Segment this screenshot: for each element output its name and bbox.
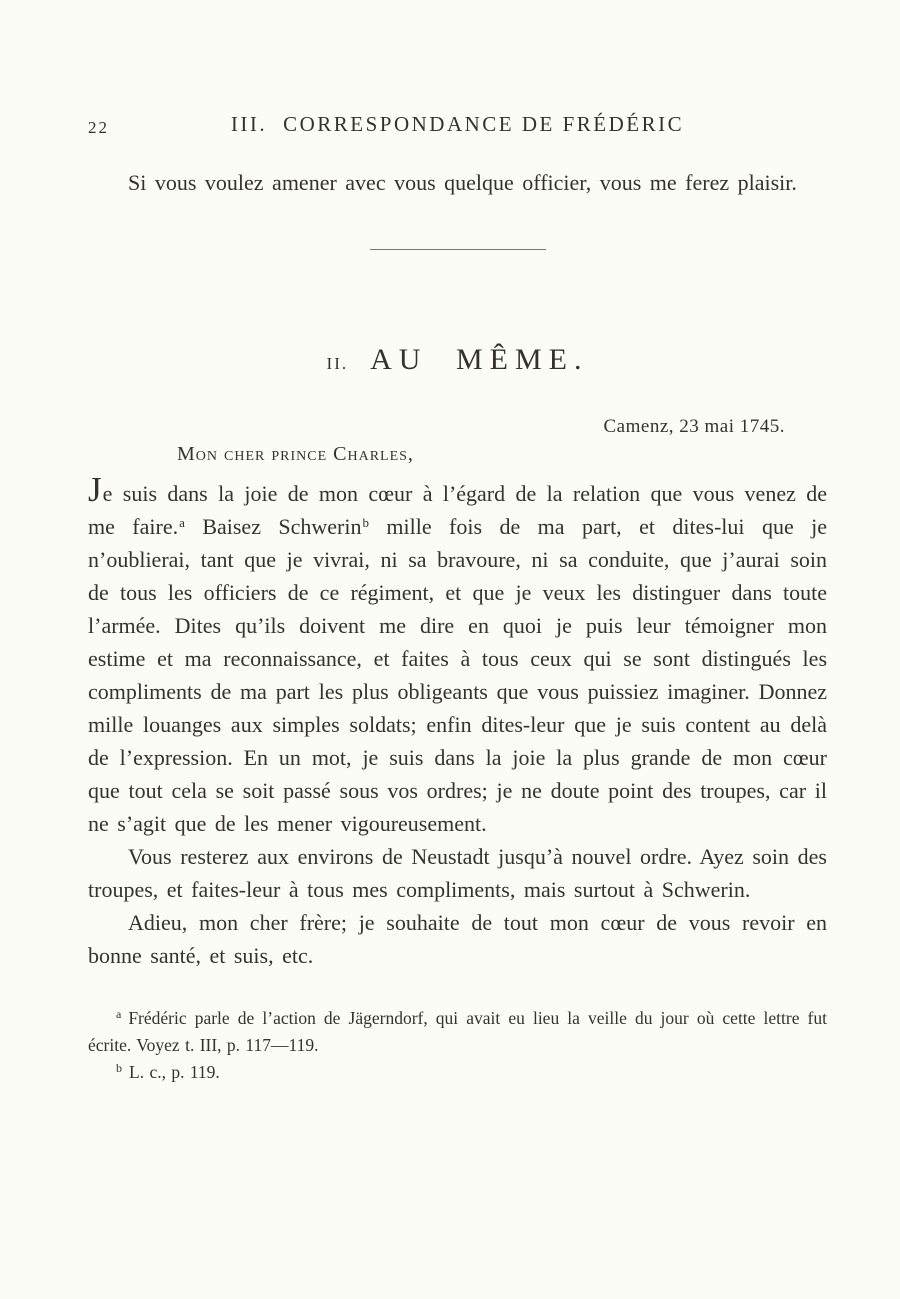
footnote-ref-b: b xyxy=(362,515,369,530)
intro-paragraph: Si vous voulez amener avec vous quelque officier, vous me ferez plaisir. xyxy=(128,170,797,195)
drop-initial: J xyxy=(88,470,103,509)
header-title-text: CORRESPONDANCE DE FRÉDÉRIC xyxy=(283,112,685,136)
footnote-a xyxy=(88,1005,827,1059)
footnote-a-text: Frédéric parle de l’action de Jägerndorf, qui avait eu lieu la veille du jour où cette lettre fut écrite. Voyez t. III, p. 117—119. xyxy=(88,1008,827,1055)
footnote-b xyxy=(88,1059,827,1086)
page-number: 22 xyxy=(88,118,109,137)
footnote-marker-b: b xyxy=(116,1061,122,1075)
running-header xyxy=(88,112,827,142)
paragraph-text: Baisez Schwerin xyxy=(184,514,362,539)
footnote-b-text: L. c., p. 119. xyxy=(129,1062,220,1082)
paragraph-text: e suis dans la joie de mon cœur à l’égard de la relation que vous venez de me faire. xyxy=(88,481,827,539)
footnotes-block xyxy=(88,1005,827,1086)
letter-number: II. xyxy=(326,354,349,373)
letter-heading xyxy=(88,343,827,377)
letter-paragraph-3: Adieu, mon cher frère; je souhaite de tout mon cœur de vous revoir en bonne santé, et suis, etc. xyxy=(88,910,827,968)
paragraph-text: mille fois de ma part, et dites-lui que je n’oublierai, tant que je vivrai, ni sa bravoure, ni sa conduite, que j’aurai soin de tous les officiers de ce régiment, et que je veux les distinguer dans toute l’armée. Dites qu’ils doivent me dire en quoi je puis leur témoigner mon estime et ma reconnaissance, et faites à tous ceux qui se sont distingués les compliments de ma part les plus obligeants que vous puissiez imaginer. Donnez mille louanges aux simples soldats; enfin dites-leur que je suis content au delà de l’expression. En un mot, je suis dans la joie la plus grande de mon cœur que tout cela se soit passé sous vos ordres; je ne doute point des troupes, car il ne s’agit que de les mener vigoureusement. xyxy=(88,514,828,836)
footnote-ref-a: a xyxy=(179,515,185,530)
footnote-marker-a: a xyxy=(116,1007,122,1021)
letter-paragraph-2: Vous resterez aux environs de Neustadt jusqu’à nouvel ordre. Ayez soin des troupes, et faites-leur à tous mes compliments, mais surtout à Schwerin. xyxy=(88,844,827,902)
section-divider xyxy=(370,249,546,250)
letter-paragraph-1 xyxy=(88,470,828,840)
running-header-title xyxy=(88,112,827,137)
header-section-number: III. xyxy=(230,112,268,136)
letter-salutation: Mon cher prince Charles, xyxy=(177,443,414,465)
letter-title: AU MÊME. xyxy=(370,343,589,376)
letter-dateline: Camenz, 23 mai 1745. xyxy=(603,416,785,437)
